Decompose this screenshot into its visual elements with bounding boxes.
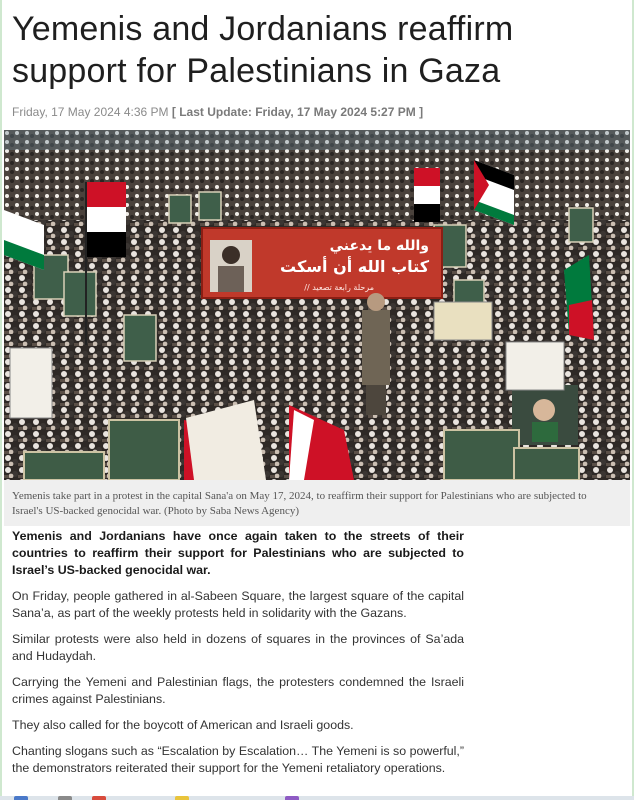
body-paragraph: Chanting slogans such as “Escalation by Escalation… The Yemeni is so powerful,” the demonstrators reiterated their support for the Yemeni retaliatory operations. [12,744,464,775]
article-photo[interactable] [4,130,630,480]
body-paragraph: On Friday, people gathered in al-Sabeen Square, the largest square of the capital Sana’a, as part of the weekly protests held in solidarity with the Gazans. [12,589,464,620]
taskbar-app-icon[interactable] [58,796,72,800]
banner-text-line1: والله ما يدعني [329,238,429,254]
article-headline: Yemenis and Jordanians reaffirm support for Palestinians in Gaza [12,10,514,90]
banner-text-line3: // مرحلة رابعة تصعيد [304,283,374,292]
article-dateline [12,105,423,119]
taskbar-app-icon[interactable] [92,796,106,800]
taskbar-strip [0,796,634,800]
lead-paragraph: Yemenis and Jordanians have once again taken to the streets of their countries to reaffirm their support for Palestinians who are subjected to Israel’s US-backed genocidal war. [12,529,464,577]
last-update: [ Last Update: Friday, 17 May 2024 5:27 PM ] [171,105,424,119]
body-paragraph: They also called for the boycott of American and Israeli goods. [12,718,354,732]
taskbar-app-icon[interactable] [14,796,28,800]
published-date: Friday, 17 May 2024 4:36 PM [12,105,169,119]
protest-crowd-image [4,130,630,480]
photo-caption: Yemenis take part in a protest in the capital Sana'a on May 17, 2024, to reaffirm their support for Palestinians who are subjected to Israel's US-backed genocidal war. (Photo by Saba News Agency) [12,490,587,517]
taskbar-app-icon[interactable] [285,796,299,800]
article-body [12,528,464,786]
banner-text-line2: كتاب الله أن أسكت [280,257,429,276]
taskbar-app-icon[interactable] [175,796,189,800]
body-paragraph: Similar protests were also held in dozens of squares in the provinces of Sa’ada and Hudaydah. [12,632,464,663]
body-paragraph: Carrying the Yemeni and Palestinian flags, the protesters condemned the Israeli crimes against Palestinians. [12,675,464,706]
